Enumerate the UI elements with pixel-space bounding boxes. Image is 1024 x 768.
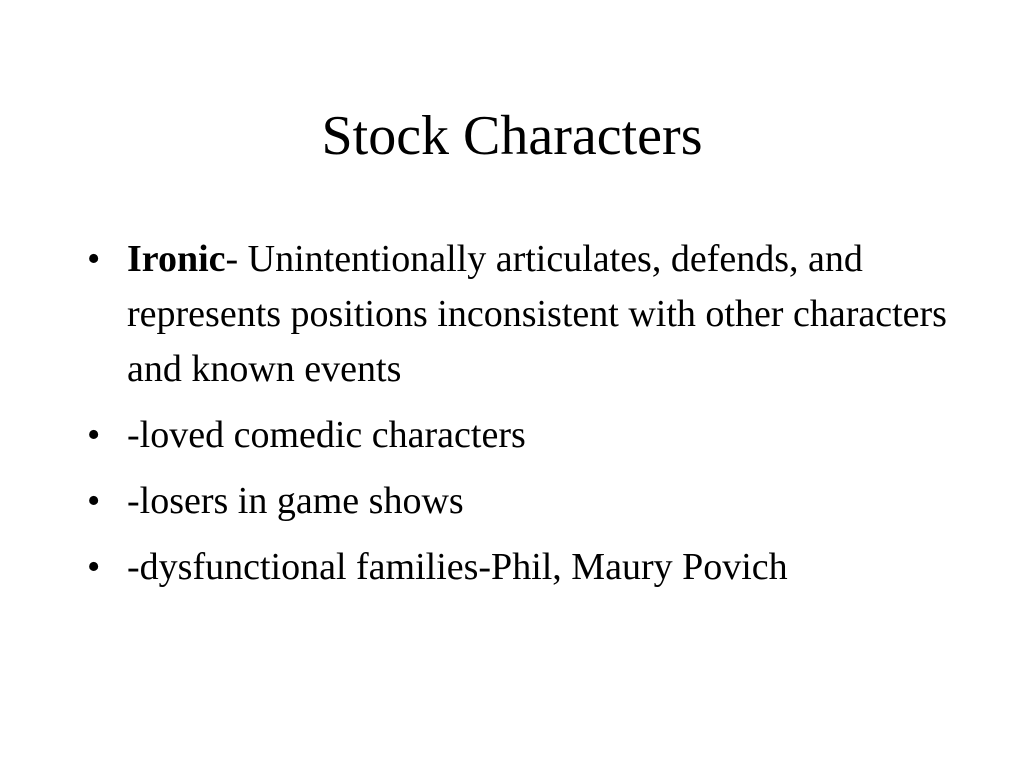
bullet-item-comedic <box>87 408 957 463</box>
bullet-icon: • <box>87 414 101 456</box>
bullet-text: - Unintentionally articulates, defends, and represents positions inconsistent with other characters and known events <box>127 238 947 390</box>
bullet-icon: • <box>87 238 101 280</box>
bullet-term: Ironic <box>127 238 226 280</box>
slide-title: Stock Characters <box>321 105 703 167</box>
bullet-icon: • <box>87 480 101 522</box>
bullet-item-ironic <box>87 232 957 397</box>
bullet-item-game-shows <box>87 474 957 529</box>
bullet-text: -loved comedic characters <box>127 414 526 456</box>
bullet-icon: • <box>87 546 101 588</box>
bullet-item-families <box>87 540 957 595</box>
bullet-text: -losers in game shows <box>127 480 464 522</box>
bullet-list <box>87 232 957 606</box>
bullet-text: -dysfunctional families-Phil, Maury Povich <box>127 546 788 588</box>
